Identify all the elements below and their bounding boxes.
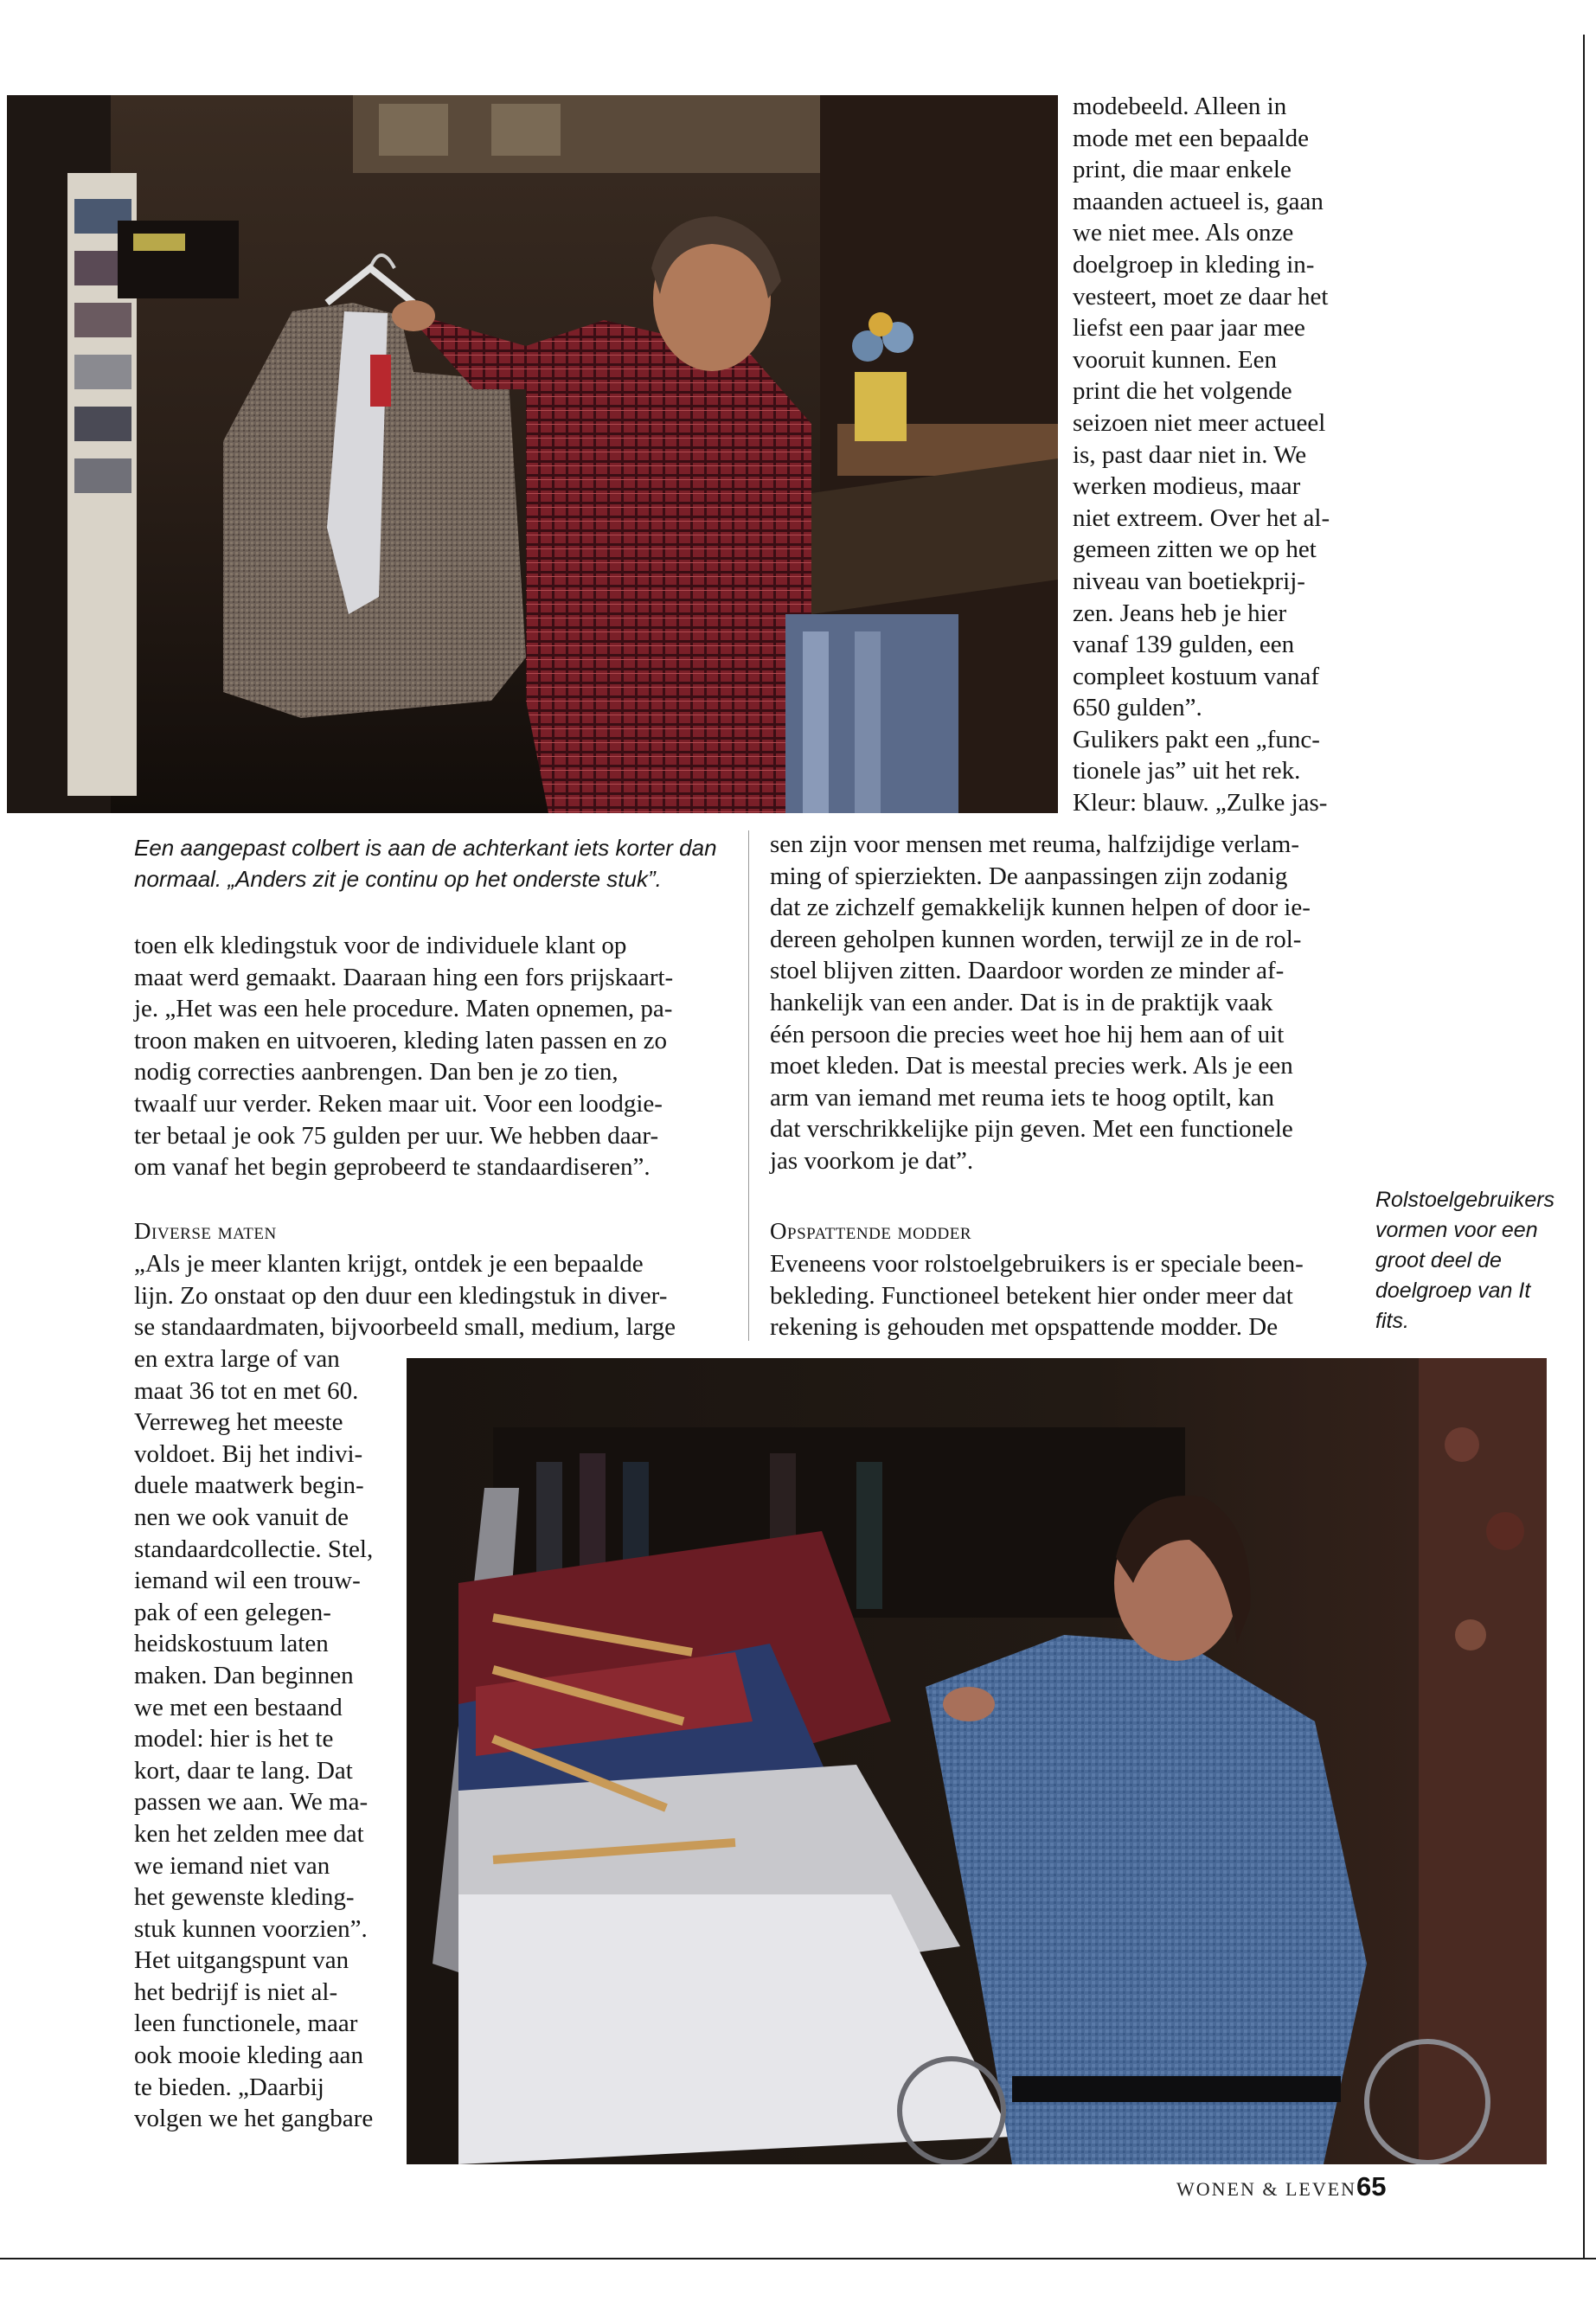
photo-man-with-jacket-illustration	[7, 95, 1058, 813]
photo-caption-side	[1375, 1185, 1553, 1336]
text-line: sen zijn voor mensen met reuma, halfzijdige verlam-	[770, 830, 1300, 858]
text-line: liefst een paar jaar mee	[1073, 314, 1305, 343]
column-right-bottom	[770, 1248, 1375, 1343]
text-line: duele maatwerk begin-	[134, 1471, 364, 1500]
text-line: en extra large of van	[134, 1345, 340, 1373]
text-line: Eveneens voor rolstoelgebruikers is er speciale been-	[770, 1250, 1304, 1278]
text-line: moet kleden. Dat is meestal precies werk. Als je een	[770, 1052, 1293, 1080]
section-heading-opspattende-modder: Opspattende modder	[770, 1218, 972, 1244]
text-line: we iemand niet van	[134, 1851, 330, 1880]
text-line: arm van iemand met reuma iets te hoog optilt, kan	[770, 1083, 1275, 1112]
caption-text: Een aangepast colbert is aan de achterkant iets korter dan normaal. „Anders zit je continu op het onderste stuk”.	[134, 835, 717, 892]
text-line: twaalf uur verder. Reken maar uit. Voor een loodgie-	[134, 1089, 663, 1118]
text-line: maanden actueel is, gaan	[1073, 187, 1324, 215]
text-line: model: hier is het te	[134, 1725, 334, 1753]
text-line: ter betaal je ook 75 gulden per uur. We hebben daar-	[134, 1121, 659, 1150]
text-line: standaardcollectie. Stel,	[134, 1535, 374, 1563]
footer-page-number: 65	[1356, 2171, 1387, 2202]
text-line: dereen geholpen kunnen worden, terwijl ze in de rol-	[770, 925, 1302, 953]
text-line: Kleur: blauw. „Zulke jas-	[1073, 789, 1328, 817]
text-line: stoel blijven zitten. Daardoor worden ze minder af-	[770, 957, 1285, 985]
text-line: se standaardmaten, bijvoorbeeld small, medium, large	[134, 1313, 676, 1342]
text-line: mode met een bepaalde	[1073, 124, 1309, 152]
text-line: niet extreem. Over het al-	[1073, 503, 1330, 532]
page-bottom-border	[0, 2258, 1596, 2259]
text-line: tionele jas” uit het rek.	[1073, 757, 1301, 785]
text-line: stuk kunnen voorzien”.	[134, 1914, 368, 1943]
text-line: het gewenste kleding-	[134, 1883, 355, 1912]
text-line: Gulikers pakt een „func-	[1073, 725, 1320, 753]
text-line: zen. Jeans heb je hier	[1073, 599, 1287, 627]
text-line: het bedrijf is niet al-	[134, 1977, 338, 2006]
text-line: passen we aan. We ma-	[134, 1788, 369, 1817]
text-line: gemeen zitten we op het	[1073, 535, 1317, 564]
photo-woman-in-wheelchair-illustration	[407, 1358, 1547, 2164]
text-line: ken het zelden mee dat	[134, 1819, 364, 1848]
text-line: 650 gulden”.	[1073, 694, 1202, 722]
text-line: pak of een gelegen-	[134, 1598, 331, 1626]
column-divider	[748, 830, 749, 1341]
column-left-narrow	[134, 1343, 394, 2135]
text-line: hankelijk van een ander. Dat is in de praktijk vaak	[770, 988, 1273, 1016]
text-line: vanaf 139 gulden, een	[1073, 631, 1295, 659]
column-left-top	[134, 930, 731, 1183]
text-line: vesteert, moet ze daar het	[1073, 282, 1329, 311]
text-line: maat werd gemaakt. Daaraan hing een fors prijskaart-	[134, 963, 674, 991]
text-line: ook mooie kleding aan	[134, 2041, 363, 2070]
text-line: heidskostuum laten	[134, 1630, 329, 1658]
footer-magazine-name: WONEN & LEVEN	[1176, 2178, 1357, 2200]
text-line: één persoon die precies weet hoe hij hem aan of uit	[770, 1020, 1285, 1048]
page-right-border	[1583, 35, 1585, 2258]
text-line: je. „Het was een hele procedure. Maten opnemen, pa-	[134, 995, 673, 1023]
text-line: Verreweg het meeste	[134, 1408, 343, 1437]
text-line: volgen we het gangbare	[134, 2105, 374, 2133]
text-line: nen we ook vanuit de	[134, 1503, 349, 1531]
column-left-mid	[134, 1248, 740, 1343]
text-line: leen functionele, maar	[134, 2009, 358, 2038]
text-line: „Als je meer klanten krijgt, ontdek je een bepaalde	[134, 1250, 644, 1278]
text-line: print, die maar enkele	[1073, 156, 1292, 184]
text-line: troon maken en uitvoeren, kleding laten passen en zo	[134, 1026, 668, 1054]
text-line: modebeeld. Alleen in	[1073, 93, 1287, 120]
text-line: Het uitgangspunt van	[134, 1946, 349, 1975]
text-line: we met een bestaand	[134, 1693, 343, 1721]
text-line: vooruit kunnen. Een	[1073, 345, 1277, 374]
caption-text: Rolstoelgebruikers vormen voor een groot deel de doelgroep van It fits.	[1375, 1188, 1555, 1333]
text-line: jas voorkom je dat”.	[770, 1146, 974, 1175]
text-line: dat ze zichzelf gemakkelijk kunnen helpen of door ie-	[770, 894, 1311, 922]
column-right-mid	[770, 829, 1375, 1177]
text-line: seizoen niet meer actueel	[1073, 408, 1326, 437]
text-line: te bieden. „Daarbij	[134, 2073, 324, 2101]
photo-man-with-jacket	[7, 95, 1058, 813]
text-line: is, past daar niet in. We	[1073, 440, 1307, 469]
text-line: lijn. Zo onstaat op den duur een kledingstuk in diver-	[134, 1281, 668, 1310]
text-line: rekening is gehouden met opspattende modder. De	[770, 1313, 1279, 1342]
text-line: we niet mee. Als onze	[1073, 219, 1294, 247]
text-line: maken. Dan beginnen	[134, 1661, 354, 1689]
text-line: nodig correcties aanbrengen. Dan ben je zo tien,	[134, 1058, 619, 1086]
text-line: kort, daar te lang. Dat	[134, 1756, 353, 1785]
text-line: maat 36 tot en met 60.	[134, 1376, 359, 1405]
text-line: voldoet. Bij het indivi-	[134, 1439, 363, 1468]
text-line: werken modieus, maar	[1073, 472, 1301, 501]
photo-woman-in-wheelchair	[407, 1358, 1547, 2164]
text-line: compleet kostuum vanaf	[1073, 662, 1320, 690]
text-line: om vanaf het begin geprobeerd te standaardiseren”.	[134, 1153, 651, 1182]
text-line: toen elk kledingstuk voor de individuele klant op	[134, 932, 627, 959]
text-line: iemand wil een trouw-	[134, 1567, 361, 1595]
text-line: dat verschrikkelijke pijn geven. Met een functionele	[770, 1115, 1293, 1144]
text-line: bekleding. Functioneel betekent hier onder meer dat	[770, 1281, 1293, 1310]
text-line: doelgroep in kleding in-	[1073, 250, 1315, 279]
text-line: print die het volgende	[1073, 377, 1292, 406]
photo-caption-top	[134, 832, 722, 894]
text-line: niveau van boetiekprij-	[1073, 567, 1305, 595]
text-line: ming of spierziekten. De aanpassingen zijn zodanig	[770, 862, 1288, 890]
column-right-top	[1073, 91, 1401, 819]
section-heading-diverse-maten: Diverse maten	[134, 1218, 277, 1244]
